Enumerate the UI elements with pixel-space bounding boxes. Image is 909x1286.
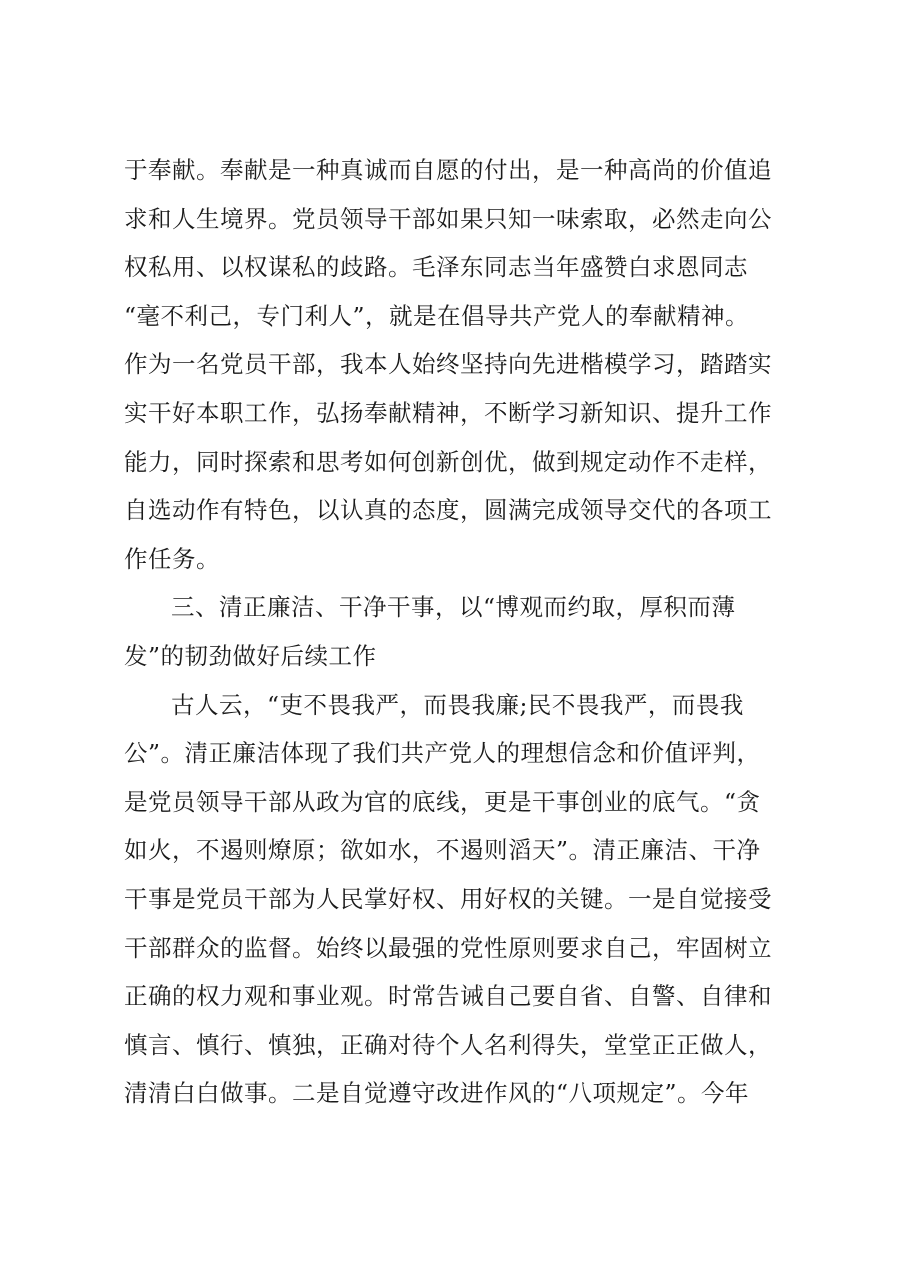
text-line: 是党员领导干部从政为官的底线，更是干事创业的底气。“贪 (124, 787, 761, 816)
text-line: 能力，同时探索和思考如何创新创优，做到规定动作不走样， (124, 447, 772, 476)
text-line: 权私用、以权谋私的歧路。毛泽东同志当年盛赞白求恩同志 (124, 253, 748, 282)
text-line: “毫不利己，专门利人”，就是在倡导共产党人的奉献精神。 (124, 301, 750, 330)
text-line: 干事是党员干部为人民掌好权、用好权的关键。一是自觉接受 (124, 884, 772, 913)
paragraph-start: 古人云，“吏不畏我严，而畏我廉;民不畏我严，而畏我 (171, 690, 744, 719)
text-line: 自选动作有特色，以认真的态度，圆满完成领导交代的各项工 (124, 496, 772, 525)
text-line: 如火，不遏则燎原；欲如水，不遏则滔天”。清正廉洁、干净 (124, 836, 761, 865)
text-line: 清清白白做事。二是自觉遵守改进作风的“八项规定”。今年 (124, 1079, 750, 1108)
section-heading-continued: 发”的韧劲做好后续工作 (124, 641, 377, 670)
text-line: 公”。清正廉洁体现了我们共产党人的理想信念和价值评判， (124, 739, 761, 768)
section-heading: 三、清正廉洁、干净干事，以“博观而约取，厚积而薄 (171, 593, 736, 622)
text-line: 于奉献。奉献是一种真诚而自愿的付出，是一种高尚的价值追 (124, 156, 772, 184)
document-body (124, 146, 804, 1118)
text-line: 慎言、慎行、慎独，正确对待个人名利得失，堂堂正正做人， (124, 1030, 772, 1059)
text-line: 作为一名党员干部，我本人始终坚持向先进楷模学习，踏踏实 (124, 350, 772, 379)
text-line: 求和人生境界。党员领导干部如果只知一味索取，必然走向公 (124, 204, 772, 233)
text-line: 正确的权力观和事业观。时常告诫自己要自省、自警、自律和 (124, 982, 772, 1011)
text-line: 实干好本职工作，弘扬奉献精神，不断学习新知识、提升工作 (124, 398, 772, 427)
text-line: 干部群众的监督。始终以最强的党性原则要求自己，牢固树立 (124, 933, 772, 962)
text-line: 作任务。 (124, 544, 220, 573)
